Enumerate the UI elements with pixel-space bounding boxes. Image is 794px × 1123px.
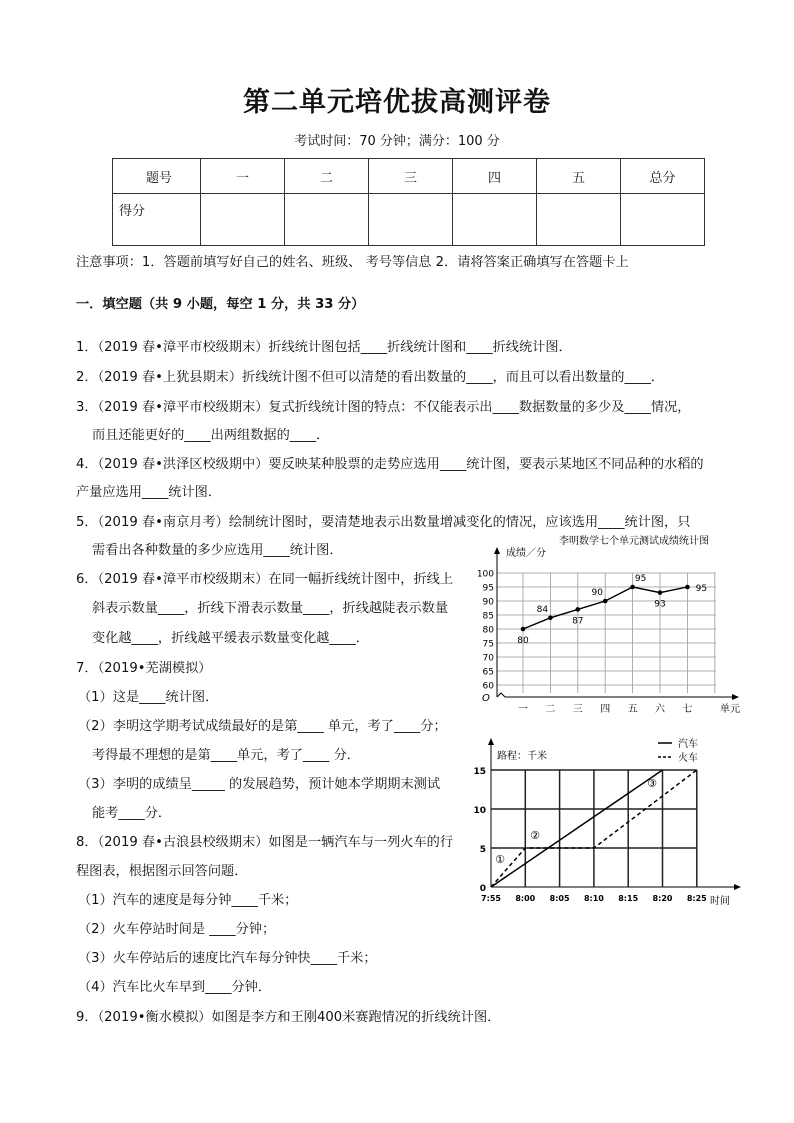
travel-chart bbox=[470, 735, 794, 910]
y-tick-label: 90 bbox=[482, 597, 494, 608]
y-tick-label: 100 bbox=[476, 569, 494, 580]
x-axis-arrow bbox=[734, 884, 741, 890]
legend-label: 汽车 bbox=[678, 739, 698, 750]
data-label: 95 bbox=[695, 584, 708, 594]
y-axis-label: 成绩／分 bbox=[506, 548, 546, 559]
table-header-cell: 四 bbox=[453, 159, 537, 194]
chart-title: 李明数学七个单元测试成绩统计图 bbox=[559, 536, 709, 547]
question-line: 而且还能更好的____出两组数据的____． bbox=[92, 428, 330, 443]
question-line: 4．（2019 春•洪泽区校级期中）要反映某种股票的走势应选用____统计图，要表示某地区不同品种的水稻的 bbox=[76, 457, 704, 472]
y-tick-label: 5 bbox=[479, 845, 486, 855]
question-line: （1）这是____统计图． bbox=[78, 690, 219, 705]
y-tick-label: 60 bbox=[482, 681, 494, 692]
data-point bbox=[630, 585, 635, 590]
question-line: 2．（2019 春•上犹县期末）折线统计图不但可以清楚的看出数量的____，而且可以看出数量的____． bbox=[76, 370, 665, 385]
score-cell[interactable] bbox=[369, 194, 453, 246]
question-line: 7．（2019•芜湖模拟） bbox=[76, 661, 212, 676]
row-label: 得分 bbox=[113, 194, 201, 246]
data-label: 90 bbox=[591, 588, 603, 598]
question-line: 产量应选用____统计图． bbox=[76, 485, 222, 500]
x-tick-label: 五 bbox=[627, 704, 638, 715]
question-line: 能考____分． bbox=[92, 806, 172, 821]
question-line: 需看出各种数量的多少应选用____统计图． bbox=[92, 543, 343, 558]
x-axis-arrow bbox=[732, 694, 739, 700]
table-header-cell: 总分 bbox=[621, 159, 705, 194]
question-line: 变化越____，折线越平缓表示数量变化越____． bbox=[92, 631, 369, 646]
x-tick-label: 四 bbox=[600, 704, 611, 715]
y-axis-arrow bbox=[488, 738, 494, 745]
data-point bbox=[548, 616, 553, 621]
question-line: 程图表，根据图示回答问题． bbox=[76, 864, 248, 879]
y-tick-label: 15 bbox=[473, 767, 486, 777]
x-tick-label: 一 bbox=[518, 704, 528, 715]
data-label: 95 bbox=[634, 574, 647, 584]
y-axis-label: 路程：千米 bbox=[497, 751, 547, 762]
table-header-cell: 五 bbox=[537, 159, 621, 194]
score-cell[interactable] bbox=[453, 194, 537, 246]
data-point bbox=[685, 585, 690, 590]
question-line: 6．（2019 春•漳平市校级期末）在同一幅折线统计图中，折线上 bbox=[76, 572, 454, 587]
question-line: （1）汽车的速度是每分钟____千米； bbox=[78, 893, 298, 908]
x-tick-label: 8:15 bbox=[618, 894, 639, 903]
y-tick-label: 0 bbox=[479, 884, 486, 894]
y-tick-label: 65 bbox=[482, 667, 494, 678]
question-line: 5．（2019 春•南京月考）绘制统计图时，要清楚地表示出数量增减变化的情况，应该选用____统计图，只 bbox=[76, 515, 691, 530]
question-line: （3）火车停站后的速度比汽车每分钟快____千米； bbox=[78, 951, 377, 966]
exam-info: 考试时间：70 分钟；满分：100 分 bbox=[294, 134, 500, 149]
data-point bbox=[521, 627, 526, 632]
question-line: （2）火车停站时间是 ____分钟； bbox=[78, 922, 276, 937]
question-line: 9．（2019•衡水模拟）如图是李方和王刚400米赛跑情况的折线统计图． bbox=[76, 1010, 501, 1025]
y-axis-arrow bbox=[494, 547, 500, 554]
data-label: 93 bbox=[654, 599, 666, 610]
data-label: 87 bbox=[572, 616, 584, 627]
question-line: 8．（2019 春•古浪县校级期末）如图是一辆汽车与一列火车的行 bbox=[76, 835, 454, 850]
data-point bbox=[603, 599, 608, 604]
question-line: （2）李明这学期考试成绩最好的是第____ 单元，考了____分； bbox=[78, 719, 447, 734]
annotation-marker: ③ bbox=[647, 777, 657, 790]
legend-label: 火车 bbox=[678, 753, 698, 764]
question-line: 考得最不理想的是第____单元，考了____ 分． bbox=[92, 748, 360, 763]
x-tick-label: 8:00 bbox=[515, 894, 536, 903]
data-label: 84 bbox=[536, 604, 549, 615]
notice: 注意事项：1．答题前填写好自己的姓名、班级、 考号等信息 2．请将答案正确填写在答题卡上 bbox=[76, 255, 629, 270]
y-tick-label: 80 bbox=[482, 625, 494, 636]
x-axis-label: 单元 bbox=[720, 704, 740, 715]
score-cell[interactable] bbox=[201, 194, 285, 246]
y-tick-label: 75 bbox=[482, 639, 494, 650]
score-line-chart bbox=[470, 530, 794, 720]
x-tick-label: 三 bbox=[572, 704, 583, 715]
page-title: 第二单元培优拔高测评卷 bbox=[243, 87, 551, 118]
question-line: （3）李明的成绩呈_____ 的发展趋势，预计她本学期期末测试 bbox=[78, 777, 441, 792]
x-tick-label: 7:55 bbox=[481, 894, 501, 903]
table-header-cell: 题号 bbox=[113, 159, 201, 194]
annotation-marker: ① bbox=[495, 853, 505, 866]
score-cell[interactable] bbox=[537, 194, 621, 246]
score-cell[interactable] bbox=[621, 194, 705, 246]
table-header-cell: 一 bbox=[201, 159, 285, 194]
axis-break bbox=[497, 693, 505, 697]
x-tick-label: 8:25 bbox=[686, 894, 707, 903]
y-tick-label: 85 bbox=[482, 611, 494, 622]
x-tick-label: 8:20 bbox=[652, 894, 673, 903]
data-point bbox=[658, 590, 663, 595]
y-tick-label: 95 bbox=[482, 583, 494, 594]
y-tick-label: 70 bbox=[482, 653, 494, 664]
data-label: 80 bbox=[517, 636, 529, 646]
question-line: 斜表示数量____，折线下滑表示数量____，折线越陡表示数量 bbox=[92, 601, 449, 616]
x-tick-label: 七 bbox=[682, 704, 693, 715]
question-line: 3．（2019 春•漳平市校级期末）复式折线统计图的特点：不仅能表示出____数据数量的多少及____情况， bbox=[76, 400, 691, 415]
origin-label: O bbox=[482, 693, 490, 704]
y-tick-label: 10 bbox=[473, 806, 486, 816]
score-cell[interactable] bbox=[285, 194, 369, 246]
question-line: （4）汽车比火车早到____分钟． bbox=[78, 980, 272, 995]
series-line-car bbox=[491, 770, 663, 887]
annotation-marker: ② bbox=[530, 829, 540, 842]
x-tick-label: 8:05 bbox=[549, 894, 570, 903]
x-tick-label: 二 bbox=[545, 704, 556, 715]
x-tick-label: 8:10 bbox=[583, 894, 604, 903]
question-line: 1．（2019 春•漳平市校级期末）折线统计图包括____折线统计图和____折线统计图． bbox=[76, 340, 572, 355]
score-table bbox=[112, 158, 705, 246]
table-header-cell: 二 bbox=[285, 159, 369, 194]
table-header-cell: 三 bbox=[369, 159, 453, 194]
section-heading: 一．填空题（共 9 小题，每空 1 分，共 33 分） bbox=[76, 297, 365, 312]
x-tick-label: 六 bbox=[655, 704, 665, 715]
data-point bbox=[576, 607, 581, 612]
x-axis-label: 时间 bbox=[710, 896, 730, 907]
